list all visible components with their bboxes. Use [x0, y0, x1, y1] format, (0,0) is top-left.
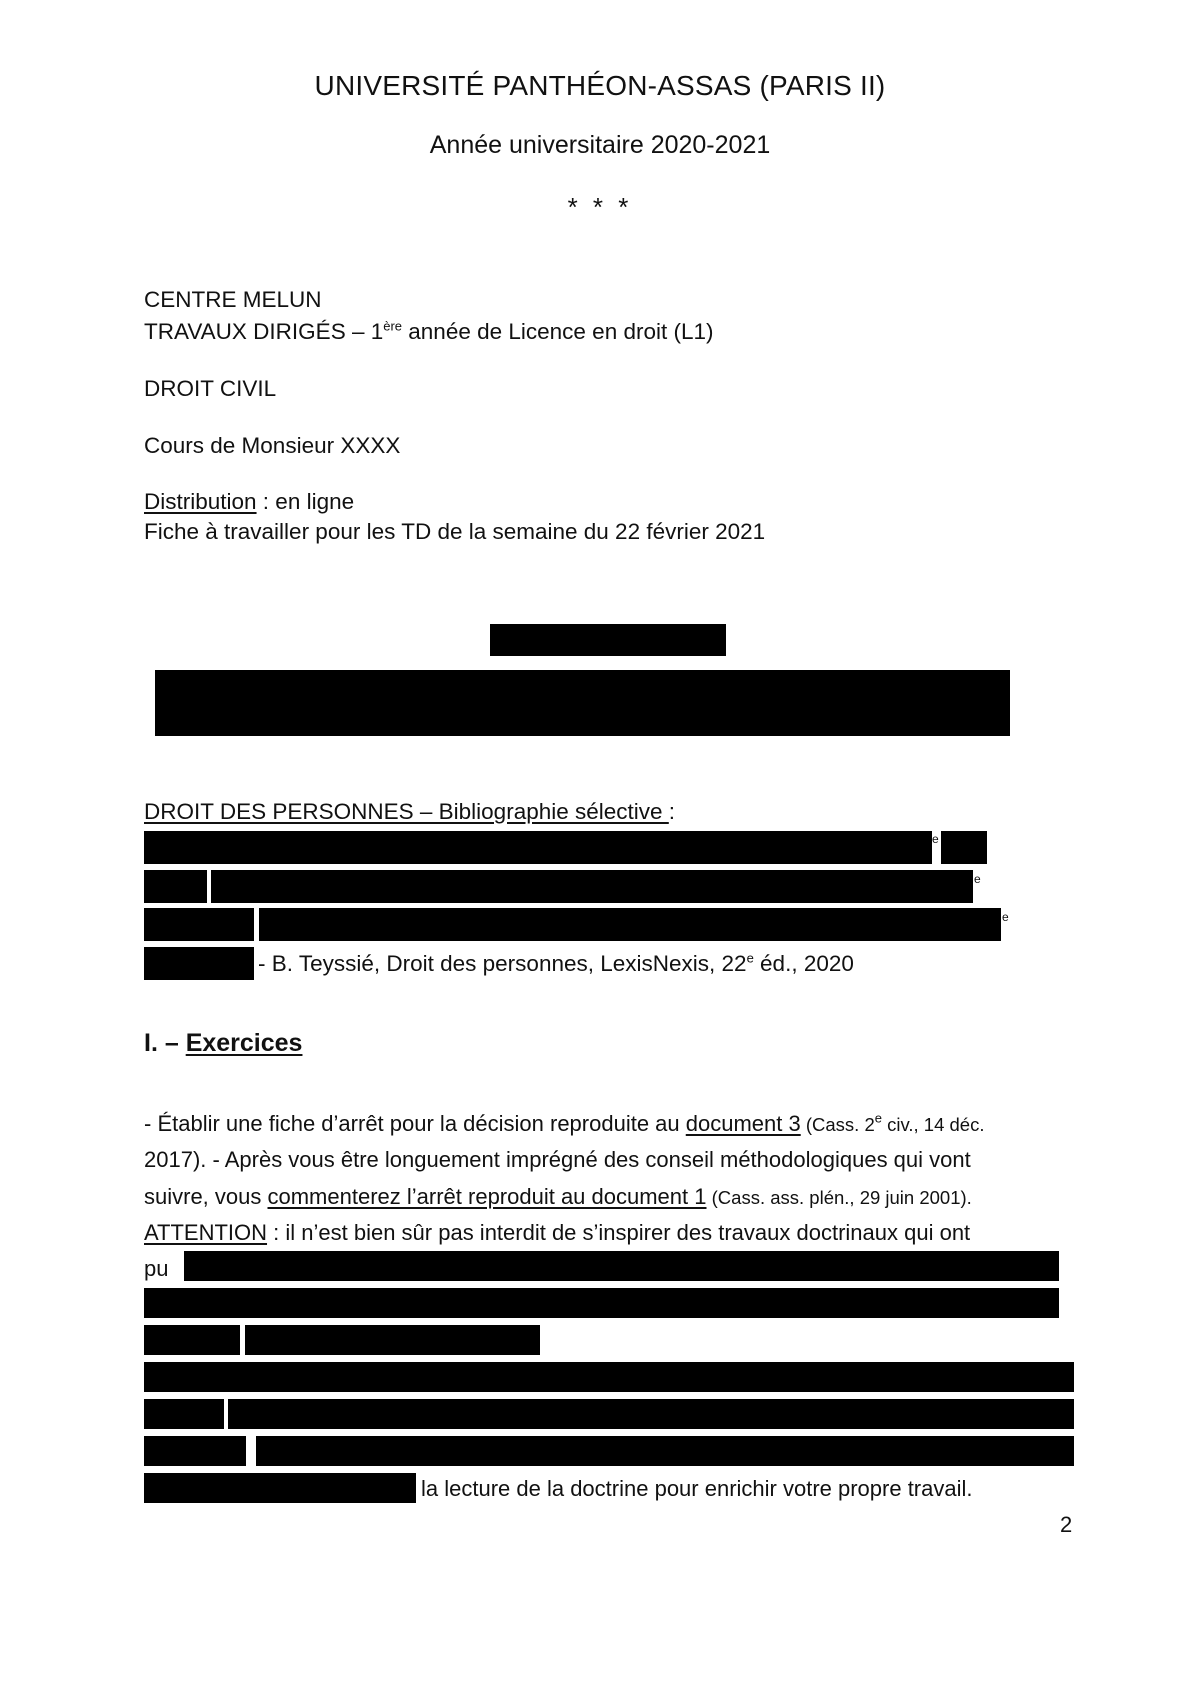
exercise-last-line: la lecture de la doctrine pour enrichir votre propre travail. — [421, 1476, 973, 1501]
distribution-label: Distribution — [144, 489, 257, 514]
redacted-bib-entry-1 — [144, 831, 932, 864]
exercise-line-5-start: pu — [144, 1256, 169, 1281]
redacted-line-11a — [144, 1473, 416, 1503]
bib-entry-teyssie-sup: e — [746, 950, 754, 966]
redacted-line-5 — [184, 1251, 1059, 1281]
exercise-line-1-a: - Établir une fiche d’arrêt pour la décision reproduite au — [144, 1111, 686, 1136]
redacted-bib-entry-1b — [941, 831, 987, 864]
redacted-bib-entry-3b — [259, 908, 1001, 941]
separator-stars: * * * — [567, 192, 633, 222]
redacted-bib-entry-2b — [211, 870, 973, 903]
redacted-line-10a — [144, 1436, 246, 1466]
exercises-heading-number: I. – — [144, 1029, 186, 1057]
redacted-line-7a — [144, 1325, 240, 1355]
td-sup: ère — [383, 318, 403, 334]
exercises-heading — [144, 1029, 302, 1058]
redacted-title — [490, 624, 726, 656]
redacted-line-6 — [144, 1288, 1059, 1318]
redacted-bib-entry-3a — [144, 908, 254, 941]
university-title: UNIVERSITÉ PANTHÉON-ASSAS (PARIS II) — [314, 70, 886, 101]
bib-entry-teyssie-suffix: éd., 2020 — [753, 951, 854, 976]
redacted-line-8 — [144, 1362, 1074, 1392]
attention-line — [144, 1219, 970, 1247]
bibliography-heading — [144, 798, 675, 826]
document-3-reference: document 3 — [685, 1111, 801, 1136]
distribution-value: : en ligne — [256, 489, 355, 514]
redacted-line-9a — [144, 1399, 224, 1429]
redacted-bib-entry-2a — [144, 870, 207, 903]
td-line — [144, 318, 714, 346]
attention-label: ATTENTION — [144, 1220, 268, 1245]
exercise-line-1-b: (Cass. 2 — [800, 1114, 875, 1135]
redacted-line-7b — [245, 1325, 540, 1355]
page-number: 2 — [1060, 1512, 1073, 1537]
document-1-reference: commenterez l’arrêt reproduit au document 1 — [267, 1184, 707, 1209]
td-suffix: année de Licence en droit (L1) — [402, 319, 714, 344]
exercises-heading-label: Exercices — [185, 1029, 303, 1057]
bib-entry-teyssie-text: - B. Teyssié, Droit des personnes, LexisNexis, 22 — [258, 951, 747, 976]
center-name: CENTRE MELUN — [144, 287, 322, 312]
bibliography-heading-text: DROIT DES PERSONNES – Bibliographie sélective — [144, 799, 669, 824]
exercise-line-3-a: suivre, vous — [144, 1184, 268, 1209]
attention-text: : il n’est bien sûr pas interdit de s’inspirer des travaux doctrinaux qui ont — [267, 1220, 971, 1245]
worksheet-line: Fiche à travailler pour les TD de la semaine du 22 février 2021 — [144, 519, 766, 544]
subject: DROIT CIVIL — [144, 376, 277, 401]
bib-entry-2-sup: e — [974, 872, 981, 886]
academic-year: Année universitaire 2020-2021 — [429, 131, 771, 159]
exercise-line-1-c: civ., 14 déc. — [881, 1114, 985, 1135]
redacted-bib-entry-4a — [144, 947, 254, 980]
bibliography-heading-colon: : — [668, 799, 676, 824]
bib-entry-1-sup: e — [932, 832, 939, 846]
distribution-line — [144, 488, 354, 516]
exercise-line-2 — [144, 1146, 971, 1174]
redacted-line-10b — [256, 1436, 1074, 1466]
bib-entry-teyssie — [258, 950, 854, 978]
professor: Cours de Monsieur XXXX — [144, 433, 401, 458]
exercise-line-3 — [144, 1183, 972, 1212]
exercise-line-2-text: 2017). - Après vous être longuement imprégné des conseil méthodologiques qui vont — [144, 1147, 971, 1172]
exercise-line-1 — [144, 1110, 984, 1139]
redacted-line-9b — [228, 1399, 1074, 1429]
td-prefix: TRAVAUX DIRIGÉS – 1 — [144, 319, 384, 344]
exercise-line-3-b: (Cass. ass. plén., 29 juin 2001). — [706, 1187, 972, 1208]
exercise-line-1-sup: e — [874, 1110, 882, 1126]
bib-entry-3-sup: e — [1002, 910, 1009, 924]
redacted-subtitle-block — [155, 670, 1010, 736]
